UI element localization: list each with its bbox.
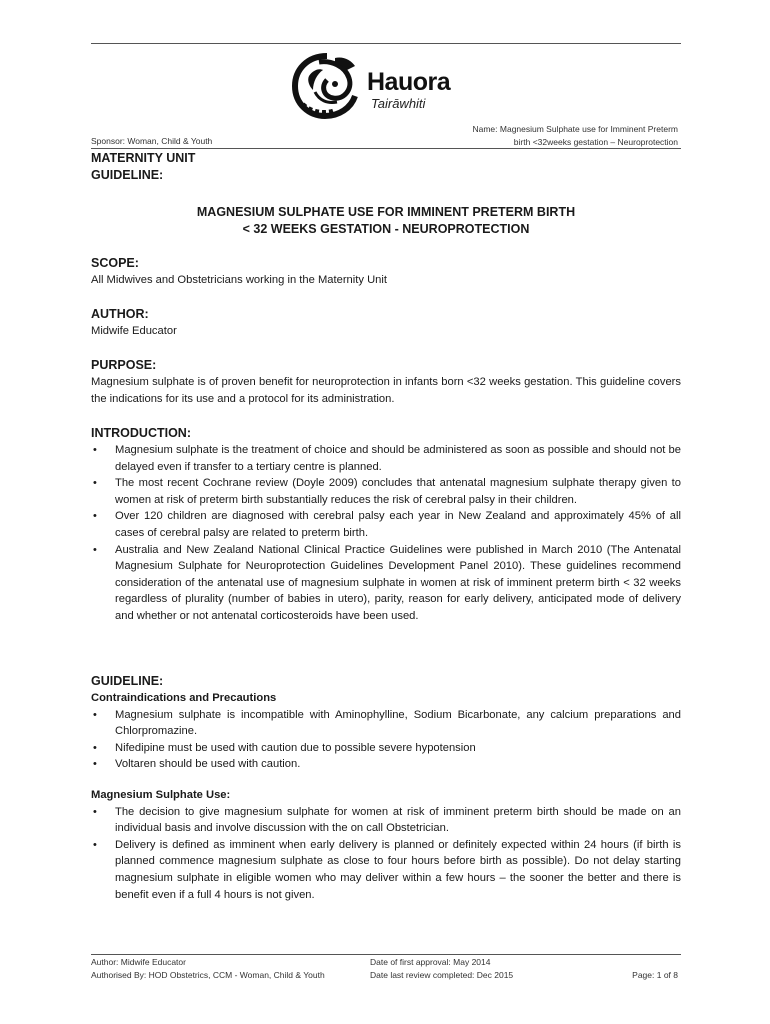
header-name-line2: birth <32weeks gestation – Neuroprotection	[513, 137, 678, 147]
magnesium-use-heading: Magnesium Sulphate Use:	[91, 788, 231, 801]
list-item: • Magnesium sulphate is incompatible with Aminophylline, Sodium Bicarbonate, any calcium preparations and Chlorpromazine.	[91, 707, 681, 740]
title-line1: MAGNESIUM SULPHATE USE FOR IMMINENT PRETERM BIRTH	[196, 205, 576, 219]
footer-last-review: Date last review completed: Dec 2015	[370, 970, 514, 980]
logo-wordmark: Hauora	[367, 68, 451, 96]
guideline-section	[91, 673, 681, 903]
list-item: • Over 120 children are diagnosed with cerebral palsy each year in New Zealand and approximately 45% of all cases of cerebral palsy are related to preterm birth.	[91, 508, 681, 541]
document-title	[91, 204, 681, 238]
footer-rule	[91, 954, 681, 955]
introduction-list	[91, 442, 681, 625]
scope-text: All Midwives and Obstetricians working in the Maternity Unit	[91, 274, 387, 286]
unit-line1: MATERNITY UNIT	[91, 151, 196, 165]
list-item: • Delivery is defined as imminent when early delivery is planned or definitely expected within 24 hours (if birth is planned commence magnesium sulphate as close to four hours before birth as possible). Do not delay starting magnesium sulphate in eligible women who may deliver within a few hours – the sooner the better and there is benefit even if a full 4 hours is not given.	[91, 837, 681, 903]
contraindications-list	[91, 707, 681, 773]
footer-page-number: Page: 1 of 8	[632, 970, 678, 980]
list-item: • Australia and New Zealand National Clinical Practice Guidelines were published in March 2010 (The Antenatal Magnesium Sulphate for Neuroprotection Guidelines Development Panel 2010). These guidelines recommend consideration of the antenatal use of magnesium sulphate in women at risk of imminent preterm birth < 32 weeks regardless of plurality (number of babies in utero), parity, reason for early delivery, anticipated mode of delivery and whether or not antenatal corticosteroids have been used.	[91, 542, 681, 625]
document-page	[91, 0, 681, 1024]
list-item: • The most recent Cochrane review (Doyle 2009) concludes that antenatal magnesium sulphate therapy given to women at risk of preterm birth substantially reduces the risk of cerebral palsy in their children.	[91, 475, 681, 508]
scope-section	[91, 255, 681, 289]
spacer	[91, 773, 681, 787]
footer-author: Author: Midwife Educator	[91, 957, 186, 967]
footer-dates-block	[370, 956, 513, 982]
header-document-name	[472, 123, 678, 149]
footer-first-approval: Date of first approval: May 2014	[370, 957, 491, 967]
introduction-heading: INTRODUCTION:	[91, 426, 191, 440]
magnesium-use-list	[91, 804, 681, 904]
author-text: Midwife Educator	[91, 325, 177, 337]
hauora-emblem-icon	[291, 52, 363, 122]
author-heading: AUTHOR:	[91, 307, 149, 321]
logo-subword: Tairāwhiti	[371, 96, 426, 111]
header-name-line1: Name: Magnesium Sulphate use for Imminent Preterm	[472, 124, 678, 134]
hauora-logo	[291, 52, 491, 122]
purpose-heading: PURPOSE:	[91, 358, 157, 372]
purpose-text: Magnesium sulphate is of proven benefit for neuroprotection in infants born <32 weeks gestation. This guideline covers the indications for its use and a protocol for its administration.	[91, 376, 681, 405]
footer-author-block	[91, 956, 325, 982]
guideline-heading: GUIDELINE:	[91, 674, 164, 688]
title-line2: < 32 WEEKS GESTATION - NEUROPROTECTION	[242, 222, 530, 236]
introduction-section	[91, 425, 681, 625]
purpose-section	[91, 357, 681, 407]
unit-heading	[91, 150, 195, 184]
list-item: • Magnesium sulphate is the treatment of choice and should be administered as soon as possible and should not be delayed even if transfer to a tertiary centre is planned.	[91, 442, 681, 475]
top-rule	[91, 43, 681, 44]
list-item: • Nifedipine must be used with caution due to possible severe hypotension	[91, 740, 681, 757]
author-section	[91, 306, 681, 340]
list-item: • The decision to give magnesium sulphate for women at risk of imminent preterm birth should be made on an individual basis and involve discussion with the on call Obstetrician.	[91, 804, 681, 837]
header-sponsor: Sponsor: Woman, Child & Youth	[91, 136, 213, 146]
header-rule	[91, 148, 681, 149]
scope-heading: SCOPE:	[91, 256, 139, 270]
contraindications-heading: Contraindications and Precautions	[91, 692, 277, 704]
list-item: • Voltaren should be used with caution.	[91, 756, 681, 773]
unit-line2: GUIDELINE:	[91, 168, 164, 182]
footer-authorised: Authorised By: HOD Obstetrics, CCM - Woman, Child & Youth	[91, 970, 325, 980]
